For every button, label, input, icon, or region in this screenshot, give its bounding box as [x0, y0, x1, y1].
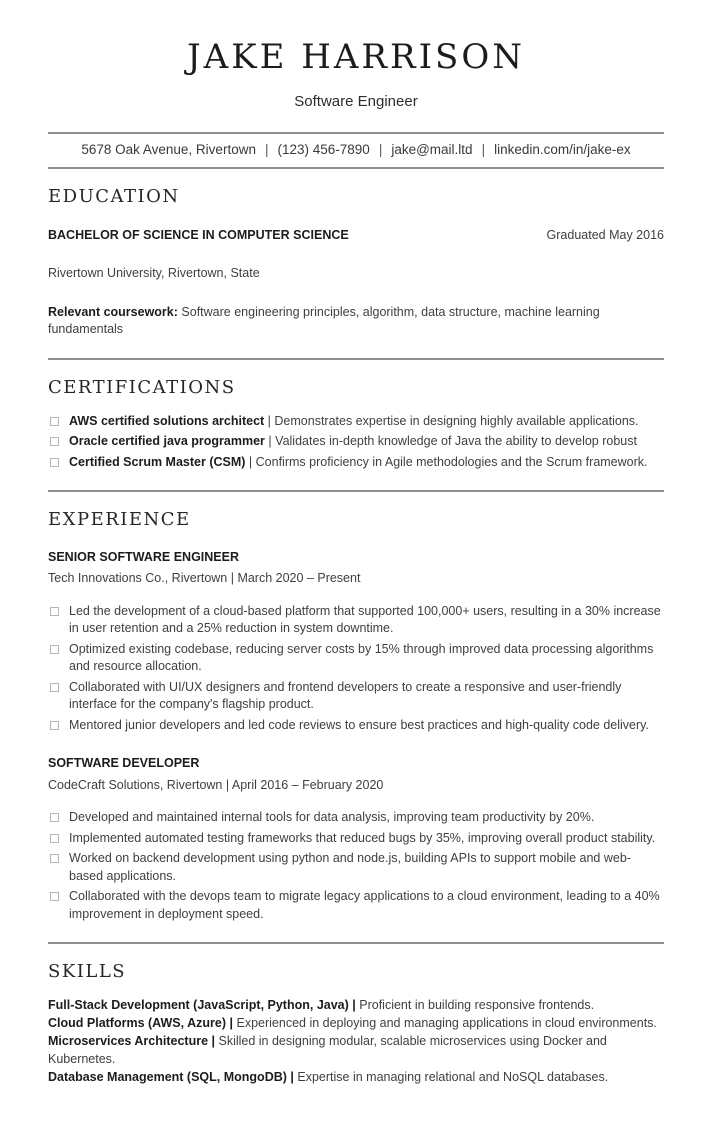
certification-text — [69, 433, 637, 451]
degree-name: BACHELOR OF SCIENCE IN COMPUTER SCIENCE — [48, 227, 349, 242]
contact-separator: | — [264, 141, 269, 157]
job-bullet — [48, 679, 664, 714]
section-skills — [48, 942, 664, 1086]
person-job-title: Software Engineer — [294, 92, 418, 110]
job-bullet-list — [48, 809, 664, 923]
section-education — [48, 169, 664, 338]
certification-desc: Confirms proficiency in Agile methodologies and the Scrum framework. — [255, 454, 648, 469]
bullet-square-icon — [50, 892, 59, 901]
education-heading: EDUCATION — [48, 186, 180, 208]
skill-name: Database Management (SQL, MongoDB) | — [48, 1070, 294, 1085]
job-bullet — [48, 809, 664, 827]
skill-line — [48, 1014, 664, 1032]
skill-name: Cloud Platforms (AWS, Azure) | — [48, 1016, 233, 1031]
job-entry — [48, 755, 664, 923]
contact-phone: (123) 456-7890 — [277, 141, 370, 157]
job-bullet-text: Led the development of a cloud-based platform that supported 100,000+ users, resulting in a 30% increase in user retention and a 25% reduction in system downtime. — [69, 603, 661, 636]
bullet-square-icon — [50, 437, 59, 446]
job-bullet-text: Mentored junior developers and led code reviews to ensure best practices and high-quality code delivery. — [69, 717, 649, 732]
contact-separator: | — [378, 141, 383, 157]
section-certifications — [48, 358, 664, 472]
skills-heading: SKILLS — [48, 961, 127, 983]
contact-address: 5678 Oak Avenue, Rivertown — [81, 141, 256, 157]
job-meta: Tech Innovations Co., Rivertown | March 2020 – Present — [48, 571, 361, 586]
person-name: JAKE HARRISON — [187, 37, 525, 77]
job-title: SOFTWARE DEVELOPER — [48, 756, 200, 771]
skill-desc: Skilled in designing modular, scalable microservices using Docker and Kubernetes. — [48, 1034, 607, 1067]
job-meta: CodeCraft Solutions, Rivertown | April 2016 – February 2020 — [48, 777, 384, 792]
bullet-square-icon — [50, 458, 59, 467]
job-bullet-text: Developed and maintained internal tools for data analysis, improving team productivity by 20%. — [69, 810, 595, 825]
bullet-square-icon — [50, 607, 59, 616]
certification-separator: | — [268, 434, 272, 449]
certification-separator: | — [248, 454, 253, 469]
job-bullet — [48, 603, 664, 638]
job-bullet — [48, 641, 664, 676]
skill-desc: Expertise in managing relational and NoSQL databases. — [297, 1070, 609, 1085]
job-bullet — [48, 717, 664, 735]
contact-separator: | — [481, 141, 486, 157]
certifications-heading: CERTIFICATIONS — [48, 376, 236, 398]
degree-row — [48, 227, 664, 245]
certification-text — [69, 413, 639, 431]
coursework-line — [48, 304, 664, 339]
graduation-date: Graduated May 2016 — [546, 227, 664, 242]
bullet-square-icon — [50, 645, 59, 654]
section-experience — [48, 490, 664, 923]
skill-name: Microservices Architecture | — [48, 1034, 215, 1049]
job-bullet-text: Optimized existing codebase, reducing server costs by 15% through improved data processing algorithms and resource allocation. — [69, 641, 654, 674]
skill-line — [48, 996, 664, 1014]
skill-line — [48, 1068, 664, 1086]
contact-linkedin: linkedin.com/in/jake-ex — [494, 141, 631, 157]
job-bullet — [48, 888, 664, 923]
certification-desc: Demonstrates expertise in designing highly available applications. — [274, 413, 639, 428]
coursework-text: Software engineering principles, algorithm, data structure, machine learning fundamentals — [48, 304, 600, 337]
certification-desc: Validates in-depth knowledge of Java the ability to develop robust — [275, 434, 637, 449]
job-bullet-text: Worked on backend development using python and node.js, building APIs to support mobile and web-based applications. — [69, 851, 631, 883]
job-entry — [48, 549, 664, 735]
skill-name: Full-Stack Development (JavaScript, Python, Java) | — [48, 998, 356, 1013]
certification-name: Oracle certified java programmer — [69, 434, 265, 449]
experience-heading: EXPERIENCE — [48, 509, 191, 531]
skill-desc: Proficient in building responsive frontends. — [359, 998, 595, 1013]
skill-desc: Experienced in deploying and managing applications in cloud environments. — [236, 1016, 657, 1031]
job-bullet-list — [48, 603, 664, 735]
certification-text — [69, 454, 648, 472]
school-name: Rivertown University, Rivertown, State — [48, 266, 260, 281]
certification-item — [48, 413, 664, 431]
bullet-square-icon — [50, 813, 59, 822]
coursework-label: Relevant coursework: — [48, 304, 178, 319]
bullet-square-icon — [50, 854, 59, 863]
job-bullet-text: Collaborated with UI/UX designers and frontend developers to create a responsive and user-friendly interface for the company's flagship product. — [69, 679, 622, 712]
bullet-square-icon — [50, 417, 59, 426]
job-bullet-text: Collaborated with the devops team to migrate legacy applications to a cloud environment, leading to a 40% improvement in deployment speed. — [69, 889, 660, 921]
skills-list — [48, 996, 664, 1086]
bullet-square-icon — [50, 834, 59, 843]
certification-name: AWS certified solutions architect — [69, 413, 265, 428]
job-title: SENIOR SOFTWARE ENGINEER — [48, 549, 239, 564]
certification-item — [48, 433, 664, 451]
certifications-list — [48, 413, 664, 472]
certification-item — [48, 454, 664, 472]
resume-header — [48, 34, 664, 112]
skill-line — [48, 1032, 664, 1068]
job-bullet-text: Implemented automated testing frameworks that reduced bugs by 35%, improving overall product stability. — [69, 830, 656, 845]
certification-separator: | — [267, 413, 271, 428]
contact-bar — [48, 132, 664, 170]
job-bullet — [48, 830, 664, 848]
contact-email: jake@mail.ltd — [391, 141, 473, 157]
job-bullet — [48, 850, 664, 885]
bullet-square-icon — [50, 721, 59, 730]
bullet-square-icon — [50, 683, 59, 692]
certification-name: Certified Scrum Master (CSM) — [69, 454, 246, 469]
